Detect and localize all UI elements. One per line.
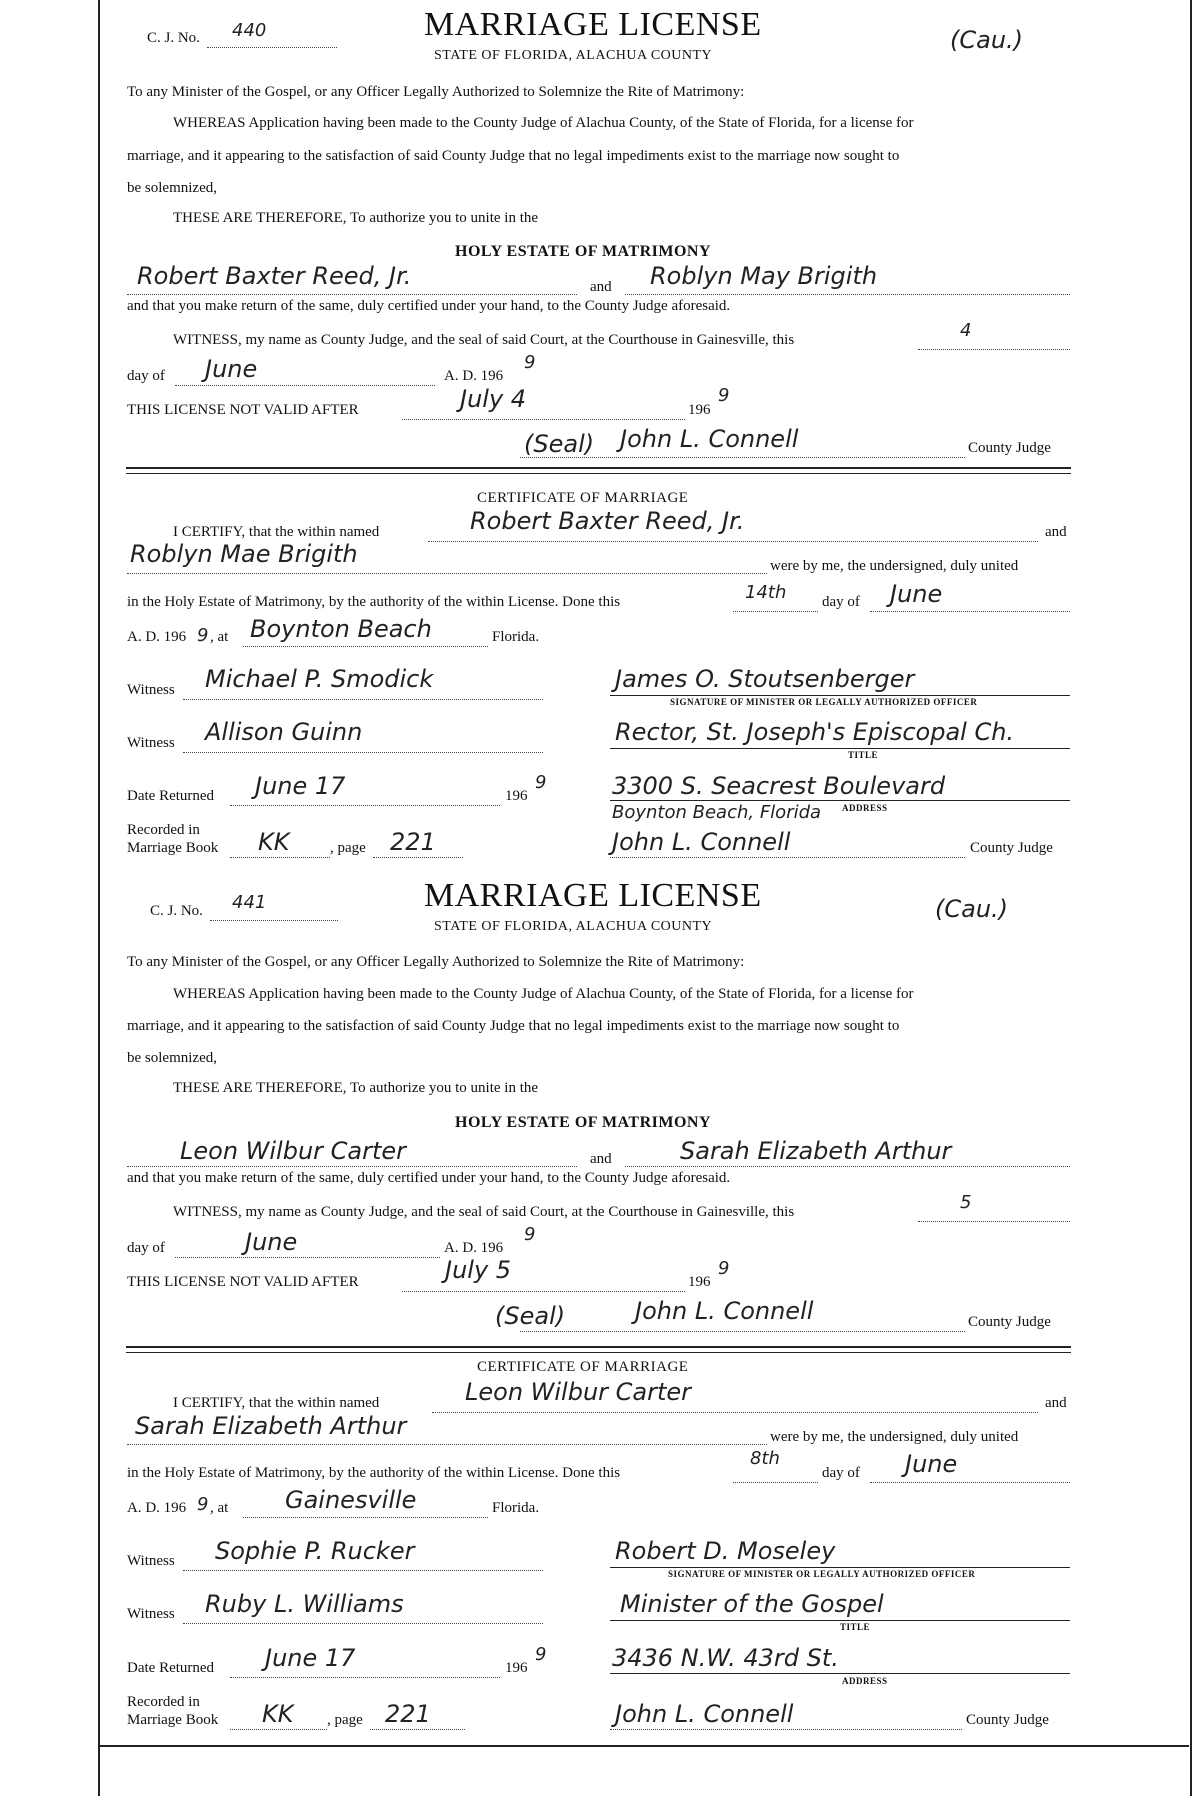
dr-year-digit: 9 bbox=[535, 1644, 547, 1665]
license-year-digit: 9 bbox=[524, 1224, 536, 1245]
nv-year-prefix: 196 bbox=[688, 402, 711, 418]
day-of-label: day of bbox=[127, 368, 165, 384]
therefore-line: THESE ARE THEREFORE, To authorize you to unite in the bbox=[173, 1080, 539, 1096]
certificate-title: CERTIFICATE OF MARRIAGE bbox=[477, 1359, 689, 1375]
county-judge-label: County Judge bbox=[968, 1314, 1051, 1330]
nv-year-digit: 9 bbox=[718, 385, 730, 406]
florida-label: Florida. bbox=[492, 629, 540, 645]
cj-label: C. J. No. bbox=[150, 903, 203, 919]
witness-2-signature: Allison Guinn bbox=[205, 718, 363, 746]
cj-label: C. J. No. bbox=[147, 30, 200, 46]
title-caption: TITLE bbox=[848, 750, 879, 760]
page-label: , page bbox=[327, 1712, 363, 1728]
judge-signature-2: John L. Connell bbox=[615, 1700, 794, 1728]
license-year-digit: 9 bbox=[524, 352, 536, 373]
county-judge-label-2: County Judge bbox=[966, 1712, 1049, 1728]
officer-title: Minister of the Gospel bbox=[620, 1590, 884, 1618]
license-day: 4 bbox=[960, 320, 972, 341]
book-value: KK bbox=[262, 1700, 294, 1728]
whereas-line-2: marriage, and it appearing to the satisfaction of said County Judge that no legal impediments exist to the marriage now sought to bbox=[127, 148, 900, 164]
page-label: , page bbox=[330, 840, 366, 856]
cj-number: 440 bbox=[232, 20, 267, 41]
holy-estate-line: in the Holy Estate of Matrimony, by the authority of the within License. Done this bbox=[127, 594, 621, 610]
nv-year-digit: 9 bbox=[718, 1258, 730, 1279]
officer-title: Rector, St. Joseph's Episcopal Ch. bbox=[615, 718, 1015, 746]
groom-name: Leon Wilbur Carter bbox=[180, 1137, 407, 1165]
to-line: To any Minister of the Gospel, or any Officer Legally Authorized to Solemnize the Rite of Matrimony: bbox=[127, 84, 745, 100]
cert-groom: Leon Wilbur Carter bbox=[465, 1378, 692, 1406]
florida-label: Florida. bbox=[492, 1500, 540, 1516]
done-month: June bbox=[905, 1450, 958, 1478]
whereas-line-1: WHEREAS Application having been made to the County Judge of Alachua County, of the State of Florida, for a license for bbox=[173, 986, 914, 1002]
witness-line: WITNESS, my name as County Judge, and the seal of said Court, at the Courthouse in Gainesville, this bbox=[173, 332, 795, 348]
nv-year-prefix: 196 bbox=[688, 1274, 711, 1290]
cert-and: and bbox=[1045, 1395, 1067, 1411]
judge-signature-2: John L. Connell bbox=[612, 828, 791, 856]
corner-note: (Cau.) bbox=[935, 895, 1009, 923]
done-month: June bbox=[890, 580, 943, 608]
seal-mark: (Seal) bbox=[524, 430, 595, 458]
not-valid-date: July 5 bbox=[445, 1256, 512, 1284]
date-returned: June 17 bbox=[265, 1644, 356, 1672]
whereas-line-3: be solemnized, bbox=[127, 1050, 217, 1066]
whereas-line-2: marriage, and it appearing to the satisfaction of said County Judge that no legal impediments exist to the marriage now sought to bbox=[127, 1018, 900, 1034]
signature-caption: SIGNATURE OF MINISTER OR LEGALLY AUTHORIZED OFFICER bbox=[668, 1569, 976, 1579]
and-word: and bbox=[590, 279, 612, 295]
license-month: June bbox=[205, 355, 258, 383]
ad-label: A. D. 196 bbox=[444, 1240, 504, 1256]
judge-signature: John L. Connell bbox=[635, 1297, 814, 1325]
holy-estate-heading: HOLY ESTATE OF MATRIMONY bbox=[455, 1114, 712, 1131]
dr-year-prefix: 196 bbox=[505, 1660, 528, 1676]
cert-groom: Robert Baxter Reed, Jr. bbox=[470, 507, 745, 535]
united-label: were by me, the undersigned, duly united bbox=[770, 1429, 1019, 1445]
witness-1-label: Witness bbox=[127, 682, 175, 698]
officer-signature: James O. Stoutsenberger bbox=[615, 665, 915, 693]
county-judge-label: County Judge bbox=[968, 440, 1051, 456]
return-line: and that you make return of the same, duly certified under your hand, to the County Judge aforesaid. bbox=[127, 298, 731, 314]
license-title: MARRIAGE LICENSE bbox=[424, 6, 762, 43]
day-of-label-2: day of bbox=[822, 594, 860, 610]
cert-bride: Sarah Elizabeth Arthur bbox=[135, 1412, 407, 1440]
ad-label: A. D. 196 bbox=[444, 368, 504, 384]
date-returned-label: Date Returned bbox=[127, 788, 215, 804]
address-caption: ADDRESS bbox=[842, 803, 888, 813]
address-line-2: Boynton Beach, Florida bbox=[612, 802, 822, 823]
ad2-year: 9 bbox=[197, 625, 209, 646]
groom-name: Robert Baxter Reed, Jr. bbox=[137, 262, 412, 290]
witness-1-signature: Sophie P. Rucker bbox=[215, 1537, 415, 1565]
not-valid-date: July 4 bbox=[460, 385, 527, 413]
holy-estate-line: in the Holy Estate of Matrimony, by the authority of the within License. Done this bbox=[127, 1465, 621, 1481]
license-day: 5 bbox=[960, 1192, 972, 1213]
recorded-in-label: Recorded in bbox=[127, 1694, 200, 1710]
ceremony-place: Gainesville bbox=[285, 1486, 417, 1514]
not-valid-label: THIS LICENSE NOT VALID AFTER bbox=[127, 1274, 359, 1290]
holy-estate-heading: HOLY ESTATE OF MATRIMONY bbox=[455, 243, 712, 260]
address-caption: ADDRESS bbox=[842, 1676, 888, 1686]
marriage-book-label: Marriage Book bbox=[127, 840, 219, 856]
certificate-title: CERTIFICATE OF MARRIAGE bbox=[477, 490, 689, 506]
whereas-line-3: be solemnized, bbox=[127, 180, 217, 196]
title-caption: TITLE bbox=[840, 1622, 871, 1632]
return-line: and that you make return of the same, duly certified under your hand, to the County Judge aforesaid. bbox=[127, 1170, 731, 1186]
seal-mark: (Seal) bbox=[495, 1302, 566, 1330]
county-judge-label-2: County Judge bbox=[970, 840, 1053, 856]
license-month: June bbox=[245, 1228, 298, 1256]
at-label: , at bbox=[210, 1500, 229, 1516]
license-subtitle: STATE OF FLORIDA, ALACHUA COUNTY bbox=[434, 919, 713, 934]
ad2-label: A. D. 196 bbox=[127, 1500, 187, 1516]
day-of-label-2: day of bbox=[822, 1465, 860, 1481]
done-day: 14th bbox=[745, 582, 787, 603]
and-word: and bbox=[590, 1151, 612, 1167]
united-label: were by me, the undersigned, duly united bbox=[770, 558, 1019, 574]
page-number: 221 bbox=[390, 828, 436, 856]
ad2-year: 9 bbox=[197, 1494, 209, 1515]
certify-label: I CERTIFY, that the within named bbox=[173, 1395, 380, 1411]
bride-name: Sarah Elizabeth Arthur bbox=[680, 1137, 952, 1165]
bride-name: Roblyn May Brigith bbox=[650, 262, 878, 290]
witness-2-label: Witness bbox=[127, 1606, 175, 1622]
judge-signature: John L. Connell bbox=[620, 425, 799, 453]
not-valid-label: THIS LICENSE NOT VALID AFTER bbox=[127, 402, 359, 418]
license-subtitle: STATE OF FLORIDA, ALACHUA COUNTY bbox=[434, 48, 713, 63]
corner-note: (Cau.) bbox=[950, 26, 1024, 54]
address-line-1: 3300 S. Seacrest Boulevard bbox=[612, 772, 946, 800]
at-label: , at bbox=[210, 629, 229, 645]
therefore-line: THESE ARE THEREFORE, To authorize you to unite in the bbox=[173, 210, 539, 226]
witness-1-signature: Michael P. Smodick bbox=[205, 665, 434, 693]
witness-1-label: Witness bbox=[127, 1553, 175, 1569]
done-day: 8th bbox=[750, 1448, 780, 1469]
officer-signature: Robert D. Moseley bbox=[615, 1537, 836, 1565]
address-line-1: 3436 N.W. 43rd St. bbox=[612, 1644, 839, 1672]
witness-2-signature: Ruby L. Williams bbox=[205, 1590, 404, 1618]
whereas-line-1: WHEREAS Application having been made to the County Judge of Alachua County, of the State of Florida, for a license for bbox=[173, 115, 914, 131]
cj-number: 441 bbox=[232, 892, 267, 913]
license-title: MARRIAGE LICENSE bbox=[424, 877, 762, 914]
day-of-label: day of bbox=[127, 1240, 165, 1256]
cert-and: and bbox=[1045, 524, 1067, 540]
dr-year-prefix: 196 bbox=[505, 788, 528, 804]
to-line: To any Minister of the Gospel, or any Officer Legally Authorized to Solemnize the Rite of Matrimony: bbox=[127, 954, 745, 970]
page-number: 221 bbox=[385, 1700, 431, 1728]
ceremony-place: Boynton Beach bbox=[250, 615, 432, 643]
witness-2-label: Witness bbox=[127, 735, 175, 751]
signature-caption: SIGNATURE OF MINISTER OR LEGALLY AUTHORIZED OFFICER bbox=[670, 697, 978, 707]
recorded-in-label: Recorded in bbox=[127, 822, 200, 838]
book-value: KK bbox=[258, 828, 290, 856]
date-returned: June 17 bbox=[255, 772, 346, 800]
cert-bride: Roblyn Mae Brigith bbox=[130, 540, 358, 568]
ad2-label: A. D. 196 bbox=[127, 629, 187, 645]
date-returned-label: Date Returned bbox=[127, 1660, 215, 1676]
marriage-book-label: Marriage Book bbox=[127, 1712, 219, 1728]
witness-line: WITNESS, my name as County Judge, and the seal of said Court, at the Courthouse in Gainesville, this bbox=[173, 1204, 795, 1220]
dr-year-digit: 9 bbox=[535, 772, 547, 793]
certify-label: I CERTIFY, that the within named bbox=[173, 524, 380, 540]
